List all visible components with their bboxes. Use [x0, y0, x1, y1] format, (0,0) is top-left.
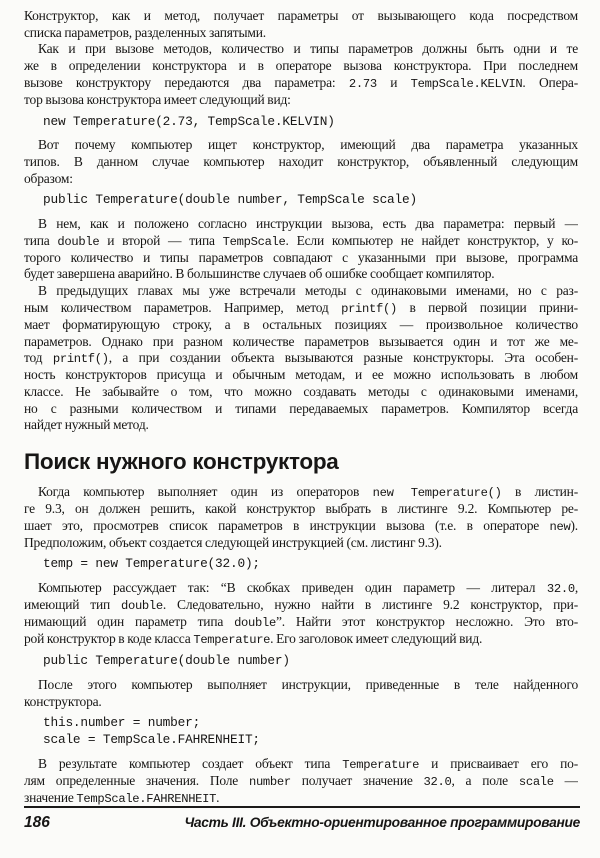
paragraph [24, 8, 578, 41]
paragraph [24, 41, 578, 108]
page-footer [24, 806, 580, 832]
text-line: но с разными количеством и типами передаваемых параметров. Компилятор всегда [24, 400, 578, 416]
inline-code: TempScale.FAHRENHEIT [76, 791, 217, 806]
inline-code: printf() [52, 352, 109, 367]
text-line: В результате компьютер создает объект типа Temperature и присваивает его по- [38, 755, 578, 772]
text-line: найдет нужный метод. [24, 417, 149, 433]
text-line: конструктора. [24, 693, 102, 709]
paragraph [24, 484, 578, 551]
inline-code: printf() [341, 301, 397, 316]
text-line: типов. В данном случае компьютер находит конструктор, объявленный следующим [24, 153, 578, 169]
code-block [43, 114, 578, 131]
code-block [43, 715, 578, 748]
footer-chapter-title: Часть III. Объектно-ориентированное программирование [184, 815, 580, 830]
inline-code: 32.0 [423, 774, 452, 789]
inline-code: Temperature [193, 633, 271, 648]
text-line: параметров. Однако при разном количестве параметров вызывается один и тот же ме- [24, 333, 578, 349]
code-line: public Temperature(double number, TempScale scale) [43, 192, 417, 208]
paragraph [24, 137, 578, 187]
page-body [24, 8, 578, 807]
text-line: нимающий один параметр типа double”. Найти этот конструктор несложно. Это вто- [24, 614, 578, 631]
text-line: В нем, как и положено согласно инструкции вызова, есть два параметра: первый — [38, 216, 578, 232]
text-line: ность конструкторов присуща и обычным методам, и ее можно использовать в любом [24, 367, 578, 383]
code-block [43, 653, 578, 670]
text-line: тор вызова конструктора имеет следующий вид: [24, 91, 291, 107]
text-line: После этого компьютер выполняет инструкции, приведенные в теле найденного [38, 676, 578, 692]
text-line: будет завершена аварийно. В большинстве случаев об ошибке сообщает компилятор. [24, 266, 495, 282]
code-block [43, 192, 578, 209]
text-line: Вот почему компьютер ищет конструктор, имеющий два параметра указанных [38, 137, 578, 153]
code-line: temp = new Temperature(32.0); [43, 556, 260, 572]
text-line: рой конструктор в коде класса Temperature. Его заголовок имеет следующий вид. [24, 631, 483, 648]
inline-code: scale [518, 774, 554, 789]
inline-code: double [57, 234, 100, 249]
inline-code: 2.73 [348, 76, 377, 91]
inline-code: new Temperature() [372, 486, 502, 501]
paragraph [24, 216, 578, 283]
code-line: scale = TempScale.FAHRENHEIT; [43, 731, 260, 747]
text-line: типа double и второй — типа TempScale. Если компьютер не найдет конструктор, у ко- [24, 232, 578, 249]
code-line: public Temperature(double number) [43, 653, 290, 669]
text-line: образом: [24, 170, 73, 186]
text-line: В предыдущих главах мы уже встречали методы с одинаковыми именами, но с раз- [38, 283, 578, 299]
inline-code: double [120, 599, 163, 614]
text-line: Как и при вызове методов, количество и типы параметров должны быть одни и те [38, 41, 578, 57]
paragraph [24, 580, 578, 648]
inline-code: new [549, 519, 571, 534]
text-line: значение TempScale.FAHRENHEIT. [24, 789, 220, 806]
text-line: классе. Не забывайте о том, что можно создавать методы с одинаковыми именами, [24, 383, 578, 399]
inline-code: Temperature [342, 757, 420, 772]
text-line: же в определении конструктора и в операторе вызова конструктора. При последнем [24, 58, 578, 74]
text-line: торого количество и типы параметров совпадают с указанными при вызове, программа [24, 249, 578, 265]
text-line: тод printf(), а при создании объекта вызываются разные конструкторы. Эта особен- [24, 350, 578, 367]
text-line: Предположим, объект создается следующей инструкцией (см. листинг 9.3). [24, 534, 442, 550]
paragraph [24, 756, 578, 807]
text-line: вызове конструктору передаются два параметра: 2.73 и TempScale.KELVIN. Опера- [24, 74, 578, 91]
text-line: имеющий тип double. Следовательно, нужно найти в листинге 9.2 конструктор, при- [24, 597, 578, 614]
inline-code: TempScale [222, 234, 286, 249]
text-line: списка параметров, разделенных запятыми. [24, 24, 266, 40]
paragraph [24, 283, 578, 434]
inline-code: double [234, 616, 276, 631]
text-line: Когда компьютер выполняет один из операторов new Temperature() в листин- [38, 484, 578, 501]
code-line: this.number = number; [43, 715, 201, 731]
text-line: лям определенные значения. Поле number получает значение 32.0, а поле scale — [24, 772, 578, 789]
page-number: 186 [24, 814, 50, 831]
text-line: Компьютер рассуждает так: “В скобках приведен один параметр — литерал 32.0, [38, 580, 578, 597]
text-line: ным количеством параметров. Например, метод printf() в первой позиции прини- [24, 299, 578, 316]
inline-code: TempScale.KELVIN [410, 76, 523, 91]
text-line: мает форматирующую строку, а в остальных позициях — произвольное количество [24, 316, 578, 332]
text-line: ге 9.3, он должен решить, какой конструктор выбрать в листинге 9.2. Компьютер ре- [24, 501, 578, 517]
inline-code: number [248, 774, 291, 789]
inline-code: 32.0 [546, 582, 575, 597]
text-line: шает это, просмотрев список параметров в инструкции вызова (т.е. в операторе new). [24, 517, 578, 534]
code-line: new Temperature(2.73, TempScale.KELVIN) [43, 113, 335, 129]
text-line: Конструктор, как и метод, получает параметры от вызывающего кода посредством [24, 8, 578, 23]
paragraph [24, 677, 578, 710]
section-heading: Поиск нужного конструктора [24, 449, 339, 475]
code-block [43, 556, 578, 573]
